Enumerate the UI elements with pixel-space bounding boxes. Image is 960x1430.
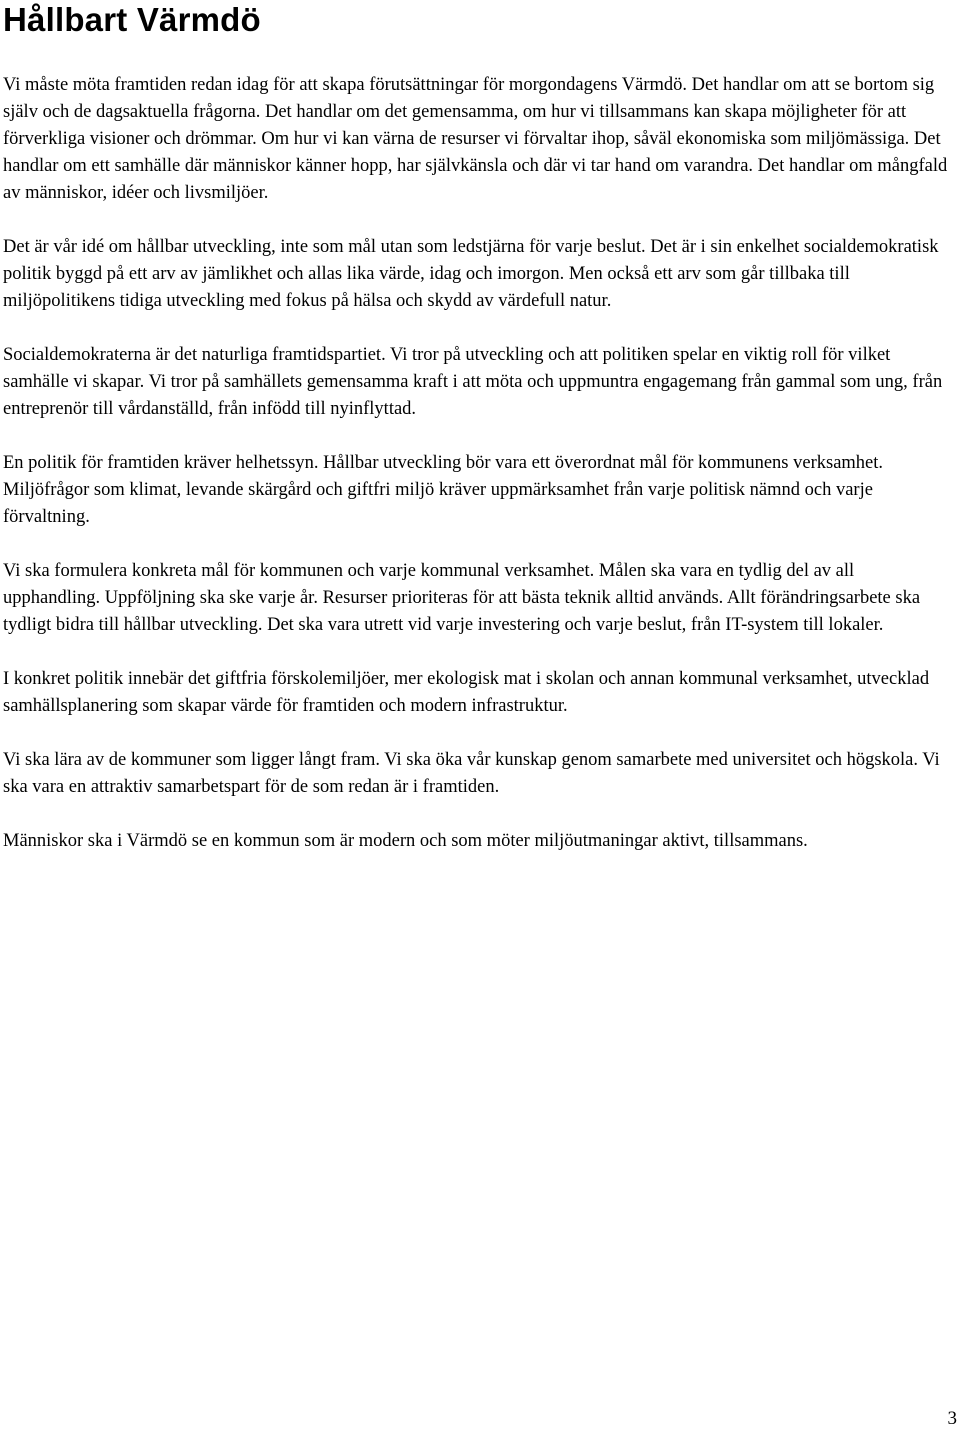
paragraph-1: Vi måste möta framtiden redan idag för att skapa förutsättningar för morgondagens Värmdö. Det handlar om att se bortom sig själv och de dagsaktuella frågorna. Det handlar om det gemensamma, om hur vi tillsammans kan skapa möjligheter för att förverkliga visioner och drömmar. Om hur vi kan värna de resurser vi förvaltar ihop, såväl ekonomiska som miljömässiga. Det handlar om ett samhälle där människor känner hopp, har självkänsla och där vi tar hand om varandra. Det handlar om mångfald av människor, idéer och livsmiljöer. — [3, 75, 948, 203]
paragraph-3: Socialdemokraterna är det naturliga framtidspartiet. Vi tror på utveckling och att politiken spelar en viktig roll för vilket samhälle vi skapar. Vi tror på samhällets gemensamma kraft i att möta och uppmuntra engagemang från gammal som ung, från entreprenör till vårdanställd, från infödd till nyinflyttad. — [3, 345, 943, 419]
page-number: 3 — [947, 1408, 957, 1429]
paragraph-5: Vi ska formulera konkreta mål för kommunen och varje kommunal verksamhet. Målen ska vara en tydlig del av all upphandling. Uppföljning ska ske varje år. Resurser prioriteras för att bästa teknik alltid används. Allt förändringsarbete ska tydligt bidra till hållbar utveckling. Det ska vara utrett vid varje investering och varje beslut, från IT-system till lokaler. — [3, 561, 921, 635]
paragraph-8: Människor ska i Värmdö se en kommun som är modern och som möter miljöutmaningar aktivt, tillsammans. — [3, 831, 808, 851]
page-title: Hållbart Värmdö — [3, 1, 261, 38]
paragraph-4: En politik för framtiden kräver helhetssyn. Hållbar utveckling bör vara ett överordnat mål för kommunens verksamhet. Miljöfrågor som klimat, levande skärgård och giftfri miljö kräver uppmärksamhet från varje politisk nämnd och varje förvaltning. — [3, 453, 884, 527]
paragraph-6: I konkret politik innebär det giftfria förskolemiljöer, mer ekologisk mat i skolan och annan kommunal verksamhet, utvecklad samhällsplanering som skapar värde för framtiden och modern infrastruktur. — [3, 669, 930, 716]
paragraph-7: Vi ska lära av de kommuner som ligger långt fram. Vi ska öka vår kunskap genom samarbete med universitet och högskola. Vi ska vara en attraktiv samarbetspart för de som redan är i framtiden. — [3, 750, 940, 797]
body-text — [3, 72, 955, 882]
paragraph-2: Det är vår idé om hållbar utveckling, inte som mål utan som ledstjärna för varje beslut. Det är i sin enkelhet socialdemokratisk politik byggd på ett arv av jämlikhet och allas lika värde, idag och imorgon. Men också ett arv som går tillbaka till miljöpolitikens tidiga utveckling med fokus på hälsa och skydd av värdefull natur. — [3, 237, 939, 311]
